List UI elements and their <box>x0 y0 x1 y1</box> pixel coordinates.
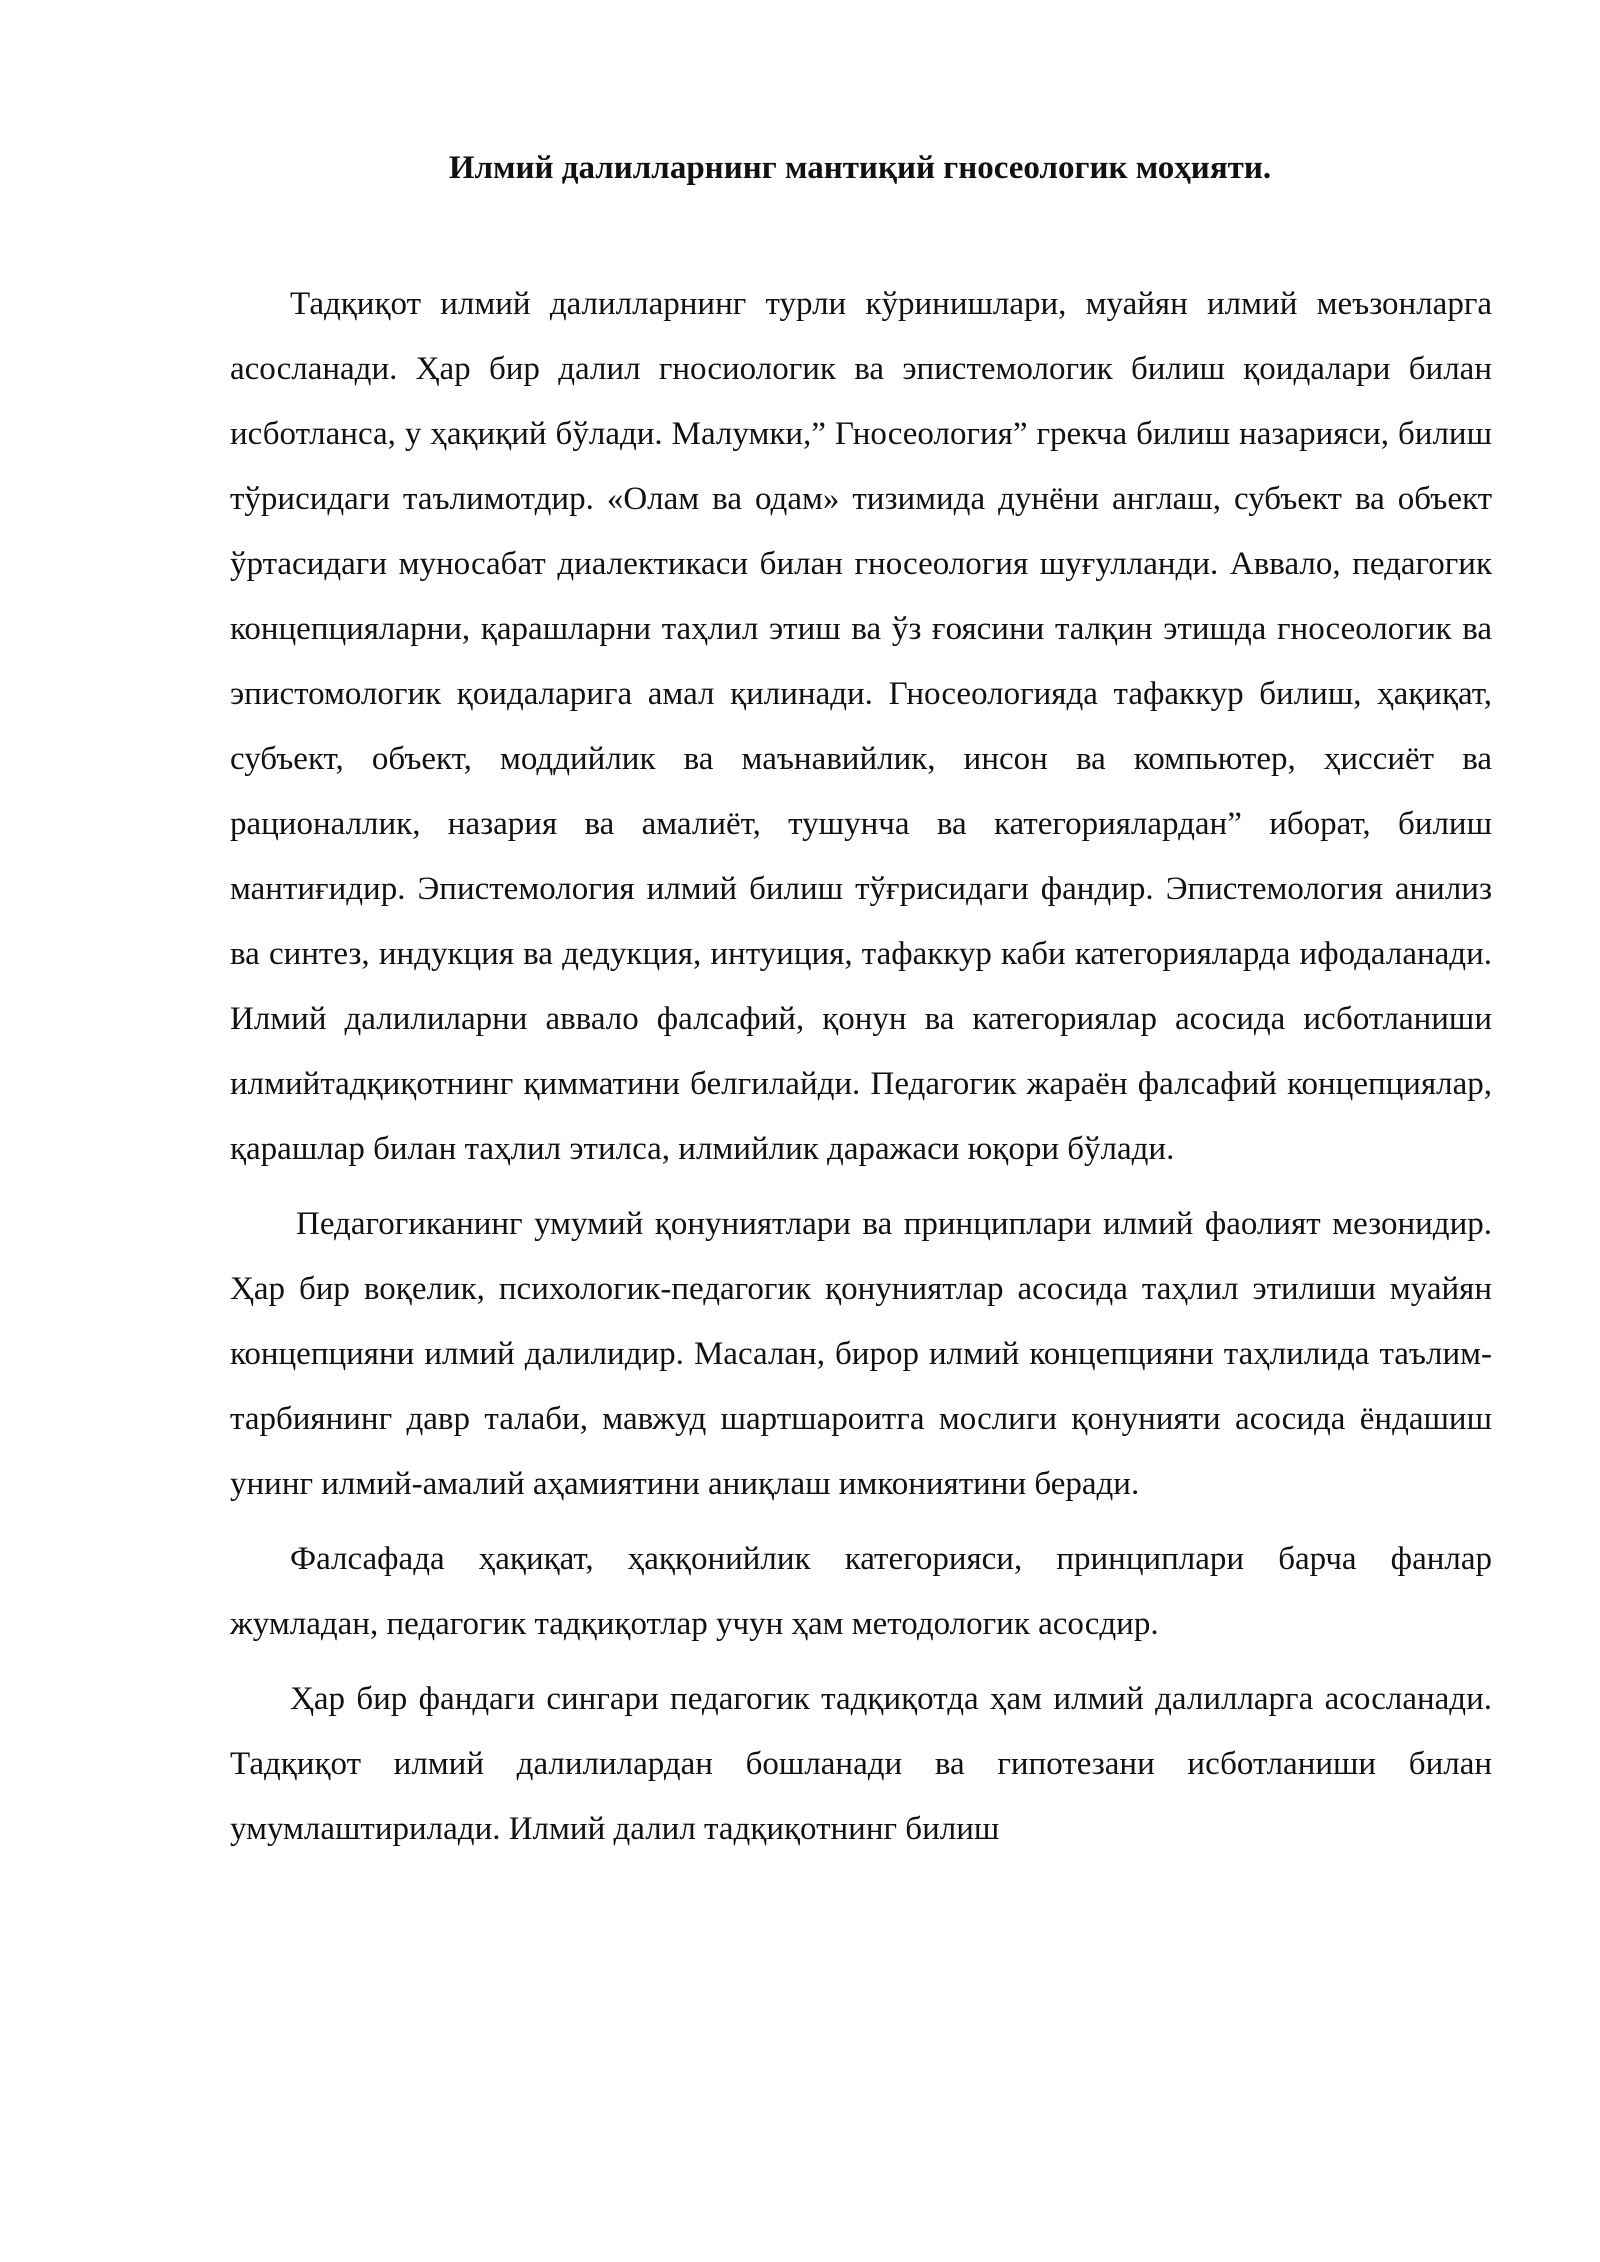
paragraph-4: Ҳар бир фандаги сингари педагогик тадқиқотда ҳам илмий далилларга асосланади. Тадқиқот илмий далилилардан бошланади ва гипотезани исботланиши билан умумлаштирилади. Илмий далил тадқиқотнинг билиш <box>230 1681 1492 1847</box>
paragraph-1: Тадқиқот илмий далилларнинг турли кўринишлари, муайян илмий меъзонларга асосланади. Ҳар бир далил гносиологик ва эпистемологик билиш қоидалари билан исботланса, у ҳақиқий бўлади. Малумки,” Гносеология” грекча билиш назарияси, билиш тўрисидаги таълимотдир. «Олам ва одам» тизимида дунёни англаш, субъект ва объект ўртасидаги муносабат диалектикаси билан гносеология шуғулланди. Аввало, педагогик концепцияларни, қарашларни таҳлил этиш ва ўз ғоясини талқин этишда гносеологик ва эпистомологик қоидаларига амал қилинади. Гносеологияда тафаккур билиш, ҳақиқат, субъект, объект, моддийлик ва маънавийлик, инсон ва компьютер, ҳиссиёт ва рационаллик, назария ва амалиёт, тушунча ва категориялардан” иборат, билиш мантиғидир. Эпистемология илмий билиш тўғрисидаги фандир. Эпистемология анилиз ва синтез, индукция ва дедукция, интуиция, тафаккур каби категорияларда ифодаланади. Илмий далилиларни аввало фалсафий, қонун ва категориялар асосида исботланиши илмийтадқиқотнинг қимматини белгилайди. Педагогик жараён фалсафий концепциялар, қарашлар билан таҳлил этилса, илмийлик даражаси юқори бўлади. <box>230 286 1492 1167</box>
document-body <box>230 272 1492 1862</box>
document-title: Илмий далилларнинг мантиқий гносеологик моҳияти. <box>448 150 1272 186</box>
paragraph-2: Педагогиканинг умумий қонуниятлари ва принциплари илмий фаолият мезонидир. Ҳар бир воқелик, психологик-педагогик қонуниятлар асосида таҳлил этилиши муайян концепцияни илмий далилидир. Масалан, бирор илмий концепцияни таҳлилида таълим-тарбиянинг давр талаби, мавжуд шартшароитга мослиги қонунияти асосида ёндашиш унинг илмий-амалий аҳамиятини аниқлаш имкониятини беради. <box>230 1206 1492 1502</box>
paragraph-3: Фалсафада ҳақиқат, ҳаққонийлик категорияси, принциплари барча фанлар жумладан, педагогик тадқиқотлар учун ҳам методологик асосдир. <box>230 1541 1492 1642</box>
